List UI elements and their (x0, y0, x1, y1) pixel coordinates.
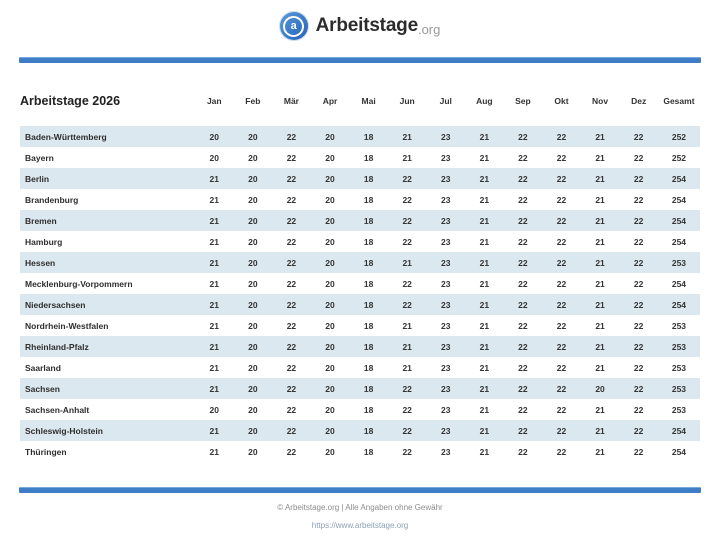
month-value: 22 (286, 299, 297, 310)
header-month: Dez (631, 96, 647, 106)
month-value: 21 (209, 425, 220, 436)
month-value: 21 (209, 215, 220, 226)
month-value: 18 (363, 173, 374, 184)
month-value: 22 (286, 131, 297, 142)
month-value: 18 (363, 257, 374, 268)
month-value: 23 (441, 173, 451, 184)
month-value: 22 (286, 215, 297, 226)
month-value: 22 (556, 446, 567, 457)
month-value: 22 (286, 173, 297, 184)
month-value: 21 (479, 446, 490, 457)
state-name: Thüringen (25, 446, 67, 457)
month-value: 22 (556, 299, 567, 310)
month-value: 21 (595, 131, 605, 142)
month-value: 22 (518, 194, 528, 205)
month-value: 23 (441, 131, 451, 142)
month-value: 22 (633, 257, 644, 268)
month-value: 21 (595, 215, 605, 226)
month-value: 23 (441, 446, 451, 457)
header-month: Jul (439, 96, 452, 106)
header-month: Jun (399, 96, 415, 106)
bottom-divider-bar (19, 487, 701, 493)
month-value: 20 (325, 257, 335, 268)
brand-name: Arbeitstage (315, 15, 418, 36)
header-month: Sep (515, 96, 531, 106)
month-value: 21 (595, 194, 605, 205)
month-value: 22 (286, 194, 297, 205)
month-value: 22 (633, 341, 644, 352)
month-value: 23 (441, 215, 451, 226)
month-value: 22 (518, 362, 528, 373)
month-value: 23 (441, 341, 451, 352)
month-value: 22 (286, 425, 297, 436)
month-value: 21 (479, 257, 490, 268)
month-value: 22 (556, 215, 567, 226)
month-value: 18 (363, 404, 374, 415)
month-value: 21 (595, 446, 605, 457)
table-row (20, 252, 700, 273)
row-total: 254 (671, 173, 687, 184)
month-value: 22 (286, 446, 297, 457)
month-value: 22 (633, 383, 644, 394)
month-value: 22 (556, 404, 567, 415)
state-name: Nordrhein-Westfalen (25, 320, 109, 331)
month-value: 20 (209, 131, 220, 142)
month-value: 21 (479, 194, 490, 205)
month-value: 20 (325, 131, 335, 142)
month-value: 22 (556, 425, 567, 436)
month-value: 22 (286, 236, 297, 247)
month-value: 18 (363, 320, 374, 331)
month-value: 20 (325, 152, 335, 163)
state-name: Rheinland-Pfalz (25, 341, 89, 352)
month-value: 20 (325, 341, 335, 352)
month-value: 22 (518, 299, 528, 310)
month-value: 21 (209, 320, 220, 331)
state-name: Hessen (25, 257, 56, 268)
month-value: 20 (248, 278, 258, 289)
month-value: 20 (248, 425, 258, 436)
month-value: 20 (325, 362, 335, 373)
month-value: 21 (209, 383, 220, 394)
month-value: 22 (518, 278, 528, 289)
month-value: 22 (286, 278, 297, 289)
table-row (20, 168, 700, 189)
month-value: 22 (633, 278, 644, 289)
table-row (20, 189, 700, 210)
month-value: 22 (633, 320, 644, 331)
month-value: 22 (556, 383, 567, 394)
month-value: 22 (402, 383, 412, 394)
month-value: 22 (633, 173, 644, 184)
month-value: 21 (479, 320, 490, 331)
month-value: 22 (556, 131, 567, 142)
month-value: 22 (402, 446, 412, 457)
month-value: 20 (325, 404, 335, 415)
month-value: 23 (441, 425, 451, 436)
month-value: 21 (479, 278, 490, 289)
month-value: 20 (325, 215, 335, 226)
month-value: 18 (363, 446, 374, 457)
month-value: 22 (633, 131, 644, 142)
month-value: 18 (363, 215, 374, 226)
row-total: 254 (671, 236, 687, 247)
month-value: 18 (363, 131, 374, 142)
month-value: 21 (595, 320, 605, 331)
month-value: 21 (209, 173, 220, 184)
month-value: 20 (325, 173, 335, 184)
row-total: 253 (671, 404, 687, 415)
month-value: 20 (248, 236, 258, 247)
table-row (20, 231, 700, 252)
month-value: 18 (363, 152, 374, 163)
month-value: 21 (595, 278, 605, 289)
month-value: 20 (248, 152, 258, 163)
month-value: 21 (402, 320, 412, 331)
row-total: 253 (671, 362, 687, 373)
month-value: 21 (402, 152, 412, 163)
row-total: 253 (671, 383, 687, 394)
month-value: 20 (325, 320, 335, 331)
month-value: 21 (479, 362, 490, 373)
footer-url-link[interactable]: https://www.arbeitstage.org (311, 521, 409, 530)
month-value: 22 (518, 152, 528, 163)
header-month: Aug (476, 96, 493, 106)
month-value: 22 (402, 299, 412, 310)
month-value: 22 (633, 425, 644, 436)
month-value: 20 (209, 404, 220, 415)
month-value: 20 (248, 131, 258, 142)
header-month: Mai (361, 96, 376, 106)
state-name: Baden-Württemberg (25, 131, 107, 142)
month-value: 21 (595, 299, 605, 310)
row-total: 253 (671, 341, 687, 352)
row-total: 252 (671, 152, 687, 163)
month-value: 18 (363, 341, 374, 352)
month-value: 22 (518, 341, 528, 352)
month-value: 20 (248, 383, 258, 394)
month-value: 22 (402, 236, 412, 247)
month-value: 20 (248, 299, 258, 310)
month-value: 20 (325, 299, 335, 310)
month-value: 20 (325, 383, 335, 394)
month-value: 21 (595, 152, 605, 163)
table-row (20, 399, 700, 420)
state-name: Berlin (25, 173, 50, 184)
table-row (20, 126, 700, 147)
month-value: 22 (518, 320, 528, 331)
table-row (20, 378, 700, 399)
state-name: Niedersachsen (25, 299, 86, 310)
month-value: 22 (556, 152, 567, 163)
month-value: 21 (479, 299, 490, 310)
month-value: 22 (633, 299, 644, 310)
row-total: 254 (671, 425, 687, 436)
month-value: 20 (248, 257, 258, 268)
month-value: 21 (479, 236, 490, 247)
header-month: Mär (283, 96, 299, 106)
month-value: 18 (363, 425, 374, 436)
month-value: 20 (325, 236, 335, 247)
month-value: 22 (286, 257, 297, 268)
month-value: 22 (518, 215, 528, 226)
month-value: 22 (402, 404, 412, 415)
month-value: 20 (248, 446, 258, 457)
month-value: 21 (209, 278, 220, 289)
month-value: 23 (441, 194, 451, 205)
month-value: 21 (479, 383, 490, 394)
row-total: 254 (671, 215, 687, 226)
month-value: 22 (556, 320, 567, 331)
header-month: Apr (322, 96, 338, 106)
month-value: 22 (556, 362, 567, 373)
row-total: 254 (671, 278, 687, 289)
month-value: 22 (633, 194, 644, 205)
brand-logo[interactable] (0, 12, 720, 40)
state-name: Hamburg (25, 236, 63, 247)
month-value: 21 (402, 341, 412, 352)
table-row (20, 210, 700, 231)
month-value: 23 (441, 236, 451, 247)
month-value: 20 (248, 362, 258, 373)
month-value: 21 (402, 362, 412, 373)
table-row (20, 273, 700, 294)
month-value: 22 (402, 278, 412, 289)
month-value: 22 (402, 194, 412, 205)
month-value: 21 (209, 362, 220, 373)
month-value: 20 (248, 215, 258, 226)
brand-suffix: .org (417, 22, 441, 37)
row-total: 254 (671, 299, 687, 310)
month-value: 22 (402, 425, 412, 436)
table-row (20, 315, 700, 336)
month-value: 20 (595, 383, 605, 394)
header-month: Nov (592, 96, 609, 106)
working-days-table (20, 89, 700, 462)
month-value: 18 (363, 299, 374, 310)
month-value: 21 (595, 404, 605, 415)
month-value: 23 (441, 320, 451, 331)
month-value: 21 (209, 446, 220, 457)
month-value: 23 (441, 404, 451, 415)
month-value: 22 (556, 236, 567, 247)
table-row (20, 294, 700, 315)
month-value: 21 (209, 236, 220, 247)
state-name: Mecklenburg-Vorpommern (25, 278, 133, 289)
month-value: 18 (363, 194, 374, 205)
table-row (20, 336, 700, 357)
state-name: Sachsen-Anhalt (25, 404, 90, 415)
month-value: 22 (518, 425, 528, 436)
month-value: 21 (479, 215, 490, 226)
month-value: 21 (595, 341, 605, 352)
month-value: 21 (595, 236, 605, 247)
month-value: 21 (209, 299, 220, 310)
month-value: 21 (595, 257, 605, 268)
row-total: 253 (671, 257, 687, 268)
table-row (20, 147, 700, 168)
month-value: 20 (325, 194, 335, 205)
brand-logo-icon (280, 12, 308, 40)
month-value: 18 (363, 383, 374, 394)
month-value: 23 (441, 257, 451, 268)
month-value: 22 (518, 257, 528, 268)
month-value: 22 (556, 173, 567, 184)
month-value: 18 (363, 362, 374, 373)
month-value: 22 (286, 152, 297, 163)
state-name: Bayern (25, 152, 54, 163)
month-value: 20 (325, 278, 335, 289)
table-title: Arbeitstage 2026 (20, 94, 121, 108)
state-name: Saarland (25, 362, 61, 373)
month-value: 22 (286, 383, 297, 394)
month-value: 21 (479, 131, 490, 142)
month-value: 21 (479, 152, 490, 163)
header-month: Okt (554, 96, 569, 106)
table-body (20, 126, 700, 462)
state-name: Sachsen (25, 383, 60, 394)
month-value: 22 (556, 257, 567, 268)
month-value: 21 (479, 341, 490, 352)
month-value: 18 (363, 278, 374, 289)
month-value: 22 (633, 446, 644, 457)
row-total: 253 (671, 320, 687, 331)
month-value: 22 (633, 236, 644, 247)
month-value: 22 (556, 341, 567, 352)
month-value: 21 (595, 173, 605, 184)
month-value: 23 (441, 383, 451, 394)
state-name: Brandenburg (25, 194, 79, 205)
month-value: 20 (248, 341, 258, 352)
footer-copyright: © Arbeitstage.org | Alle Angaben ohne Gewähr (277, 503, 443, 512)
month-value: 21 (479, 173, 490, 184)
row-total: 254 (671, 446, 687, 457)
month-value: 22 (633, 404, 644, 415)
state-name: Schleswig-Holstein (25, 425, 103, 436)
month-value: 20 (248, 404, 258, 415)
table-row (20, 420, 700, 441)
month-value: 22 (633, 215, 644, 226)
top-divider-bar (19, 57, 701, 63)
month-value: 22 (518, 236, 528, 247)
table-header-row (20, 89, 700, 113)
month-value: 22 (518, 446, 528, 457)
month-value: 20 (209, 152, 220, 163)
row-total: 252 (671, 131, 687, 142)
month-value: 23 (441, 299, 451, 310)
month-value: 22 (286, 404, 297, 415)
table-row (20, 441, 700, 462)
month-value: 23 (441, 152, 451, 163)
header-total: Gesamt (663, 96, 695, 106)
month-value: 22 (286, 362, 297, 373)
month-value: 20 (248, 173, 258, 184)
month-value: 21 (402, 257, 412, 268)
month-value: 21 (595, 362, 605, 373)
month-value: 22 (402, 173, 412, 184)
month-value: 22 (518, 383, 528, 394)
month-value: 21 (209, 341, 220, 352)
month-value: 18 (363, 236, 374, 247)
state-name: Bremen (25, 215, 57, 226)
month-value: 20 (248, 320, 258, 331)
month-value: 22 (633, 362, 644, 373)
month-value: 21 (209, 194, 220, 205)
month-value: 21 (479, 404, 490, 415)
month-value: 21 (479, 425, 490, 436)
table-row (20, 357, 700, 378)
month-value: 20 (325, 446, 335, 457)
month-value: 22 (518, 131, 528, 142)
header-month: Jan (206, 96, 222, 106)
row-total: 254 (671, 194, 687, 205)
month-value: 20 (248, 194, 258, 205)
month-value: 20 (325, 425, 335, 436)
brand-logo-letter: a (283, 16, 304, 37)
month-value: 22 (633, 152, 644, 163)
header-month: Feb (245, 96, 261, 106)
month-value: 21 (402, 131, 412, 142)
month-value: 22 (518, 173, 528, 184)
month-value: 21 (209, 257, 220, 268)
month-value: 22 (556, 278, 567, 289)
month-value: 22 (286, 341, 297, 352)
month-value: 21 (595, 425, 605, 436)
month-value: 23 (441, 362, 451, 373)
month-value: 22 (518, 404, 528, 415)
month-value: 22 (402, 215, 412, 226)
month-value: 22 (556, 194, 567, 205)
month-value: 23 (441, 278, 451, 289)
month-value: 22 (286, 320, 297, 331)
